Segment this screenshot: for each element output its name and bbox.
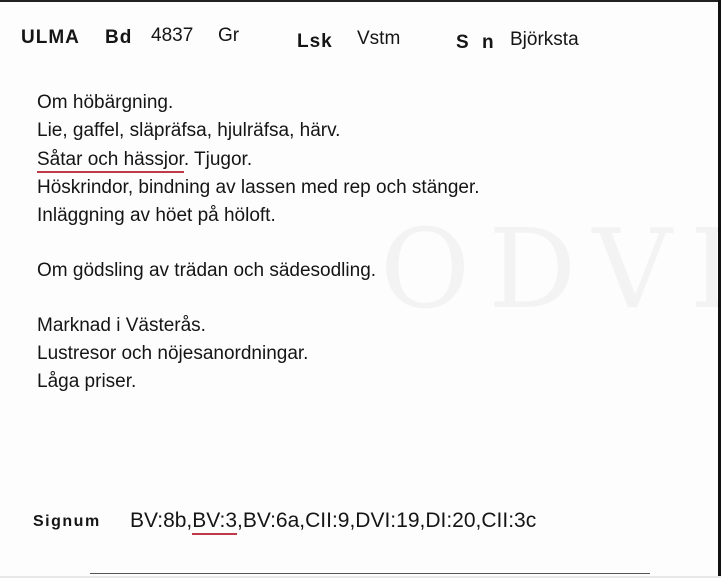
sn-value: Björksta	[510, 29, 579, 50]
bleed-through-watermark	[380, 205, 721, 333]
bottom-rule	[90, 573, 650, 574]
text-line-3	[37, 149, 252, 171]
signum-underlined-part: BV:3	[192, 509, 237, 535]
bd-suffix: Gr	[218, 25, 240, 46]
text-line-3-rest: . Tjugor.	[183, 149, 253, 170]
signum-label: Signum	[33, 513, 101, 530]
text-line-9: Låga priser.	[37, 371, 137, 392]
bd-value: 4837	[151, 25, 194, 46]
text-line-4: Höskrindor, bindning av lassen med rep och stänger.	[37, 177, 480, 198]
signum-part-1: BV:8b,	[130, 509, 193, 532]
text-line-5: Inläggning av höet på höloft.	[37, 205, 276, 226]
ulma-label: ULMA	[21, 27, 80, 48]
text-line-6: Om gödsling av trädan och sädesodling.	[37, 260, 377, 281]
card-top-edge	[0, 0, 721, 2]
bd-label: Bd	[105, 27, 133, 48]
text-line-8: Lustresor och nöjesanordningar.	[37, 343, 309, 364]
signum-part-3: ,BV:6a,CII:9,DVI:19,DI:20,CII:3c	[237, 509, 537, 532]
text-line-2: Lie, gaffel, släpräfsa, hjulräfsa, härv.	[37, 120, 341, 141]
text-line-7: Marknad i Västerås.	[37, 315, 206, 336]
lsk-value: Vstm	[357, 28, 401, 49]
sn-label: S n	[456, 32, 498, 53]
text-line-1: Om höbärgning.	[37, 92, 174, 113]
lsk-label: Lsk	[297, 31, 333, 52]
underlined-phrase: Såtar och hässjor	[37, 149, 184, 173]
signum-value	[130, 509, 536, 533]
